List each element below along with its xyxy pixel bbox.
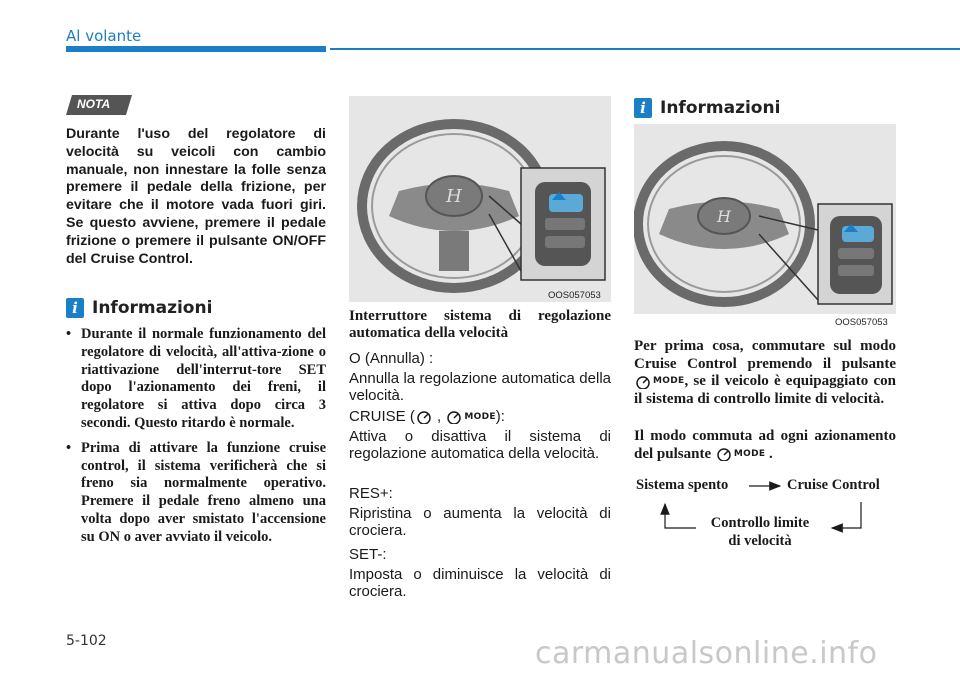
desc-cancel: Annulla la regolazione automatica della velocità. bbox=[349, 370, 611, 404]
switch-heading: Interruttore sistema di regolazione automatica della velocità bbox=[349, 308, 611, 341]
diagram-state-limit: Controllo limite di velocità bbox=[710, 515, 810, 549]
header-accent-bar bbox=[66, 46, 326, 52]
steering-wheel-image bbox=[349, 96, 611, 302]
info-bullet-list bbox=[66, 326, 326, 554]
term-cruise-sep: , bbox=[437, 408, 442, 425]
diagram-state-cruise: Cruise Control bbox=[787, 477, 880, 493]
info-paragraph-2: Il modo commuta ad ogni azionamento del pulsante MODE . bbox=[634, 428, 896, 462]
list-item: • Durante il normale funzionamento del regolatore di velocità, all'attiva-zione o riattivazione dell'interrut-tore SET dopo l'azionamento dei freni, il regolatore si attiva dopo circa 3 secondi. Questo ritardo è normale. bbox=[66, 326, 326, 433]
term-cruise-suffix: ): bbox=[495, 408, 505, 425]
cruise-icon bbox=[415, 410, 433, 424]
desc-res: Ripristina o aumenta la velocità di crociera. bbox=[349, 505, 611, 539]
page-number: 5-102 bbox=[66, 633, 107, 649]
info-icon: i bbox=[66, 298, 84, 318]
svg-text:H: H bbox=[717, 207, 731, 226]
info-title: Informazioni bbox=[92, 298, 213, 318]
term-cancel: O (Annulla) : bbox=[349, 350, 434, 367]
info-header-right bbox=[634, 98, 780, 118]
term-res: RES+: bbox=[349, 485, 393, 502]
section-title: Al volante bbox=[66, 27, 142, 45]
cruise-mode-icon: MODE bbox=[715, 446, 765, 464]
svg-text:H: H bbox=[446, 186, 462, 207]
desc-cruise: Attiva o disattiva il sistema di regolazione automatica della velocità. bbox=[349, 428, 611, 462]
term-set: SET-: bbox=[349, 546, 387, 563]
diagram-state-off: Sistema spento bbox=[636, 477, 729, 493]
term-cruise-prefix: CRUISE ( bbox=[349, 408, 415, 425]
image-caption: OOS057053 bbox=[548, 290, 601, 301]
cruise-mode-icon: MODE bbox=[445, 409, 495, 426]
watermark: carmanualsonline.info bbox=[535, 636, 878, 671]
mode-cycle-arrows bbox=[630, 470, 900, 540]
info-header-left bbox=[66, 298, 212, 318]
header-rule bbox=[330, 48, 960, 50]
list-item: • Prima di attivare la funzione cruise control, il sistema verificherà che si freno sia normalmente operativo. Premere il pedale freno almeno una volta dopo aver smistato l'accensione su ON o aver avviato il veicolo. bbox=[66, 440, 326, 547]
image-caption: OOS057053 bbox=[835, 317, 888, 328]
info-icon: i bbox=[634, 98, 652, 118]
steering-wheel-illustration bbox=[634, 124, 896, 314]
term-cruise bbox=[349, 408, 611, 426]
desc-set: Imposta o diminuisce la velocità di crociera. bbox=[349, 566, 611, 600]
cruise-mode-icon: MODE bbox=[634, 373, 684, 391]
info-paragraph-1: Per prima cosa, commutare sul modo Cruise Control premendo il pulsante MODE , se il veicolo è equipaggiato con il sistema di controllo limite di velocità. bbox=[634, 338, 896, 407]
nota-label: NOTA bbox=[77, 97, 111, 111]
steering-wheel-illustration bbox=[349, 96, 611, 302]
steering-wheel-image bbox=[634, 124, 896, 314]
info-title: Informazioni bbox=[660, 98, 781, 118]
nota-text: Durante l'uso del regolatore di velocità su veicoli con cambio manuale, non innestare la folle senza premere il pedale della frizione, per evitare che il motore vada fuori giri. Se questo avviene, premere il pedale frizione o premere il pulsante ON/OFF del Cruise Control. bbox=[66, 126, 326, 267]
